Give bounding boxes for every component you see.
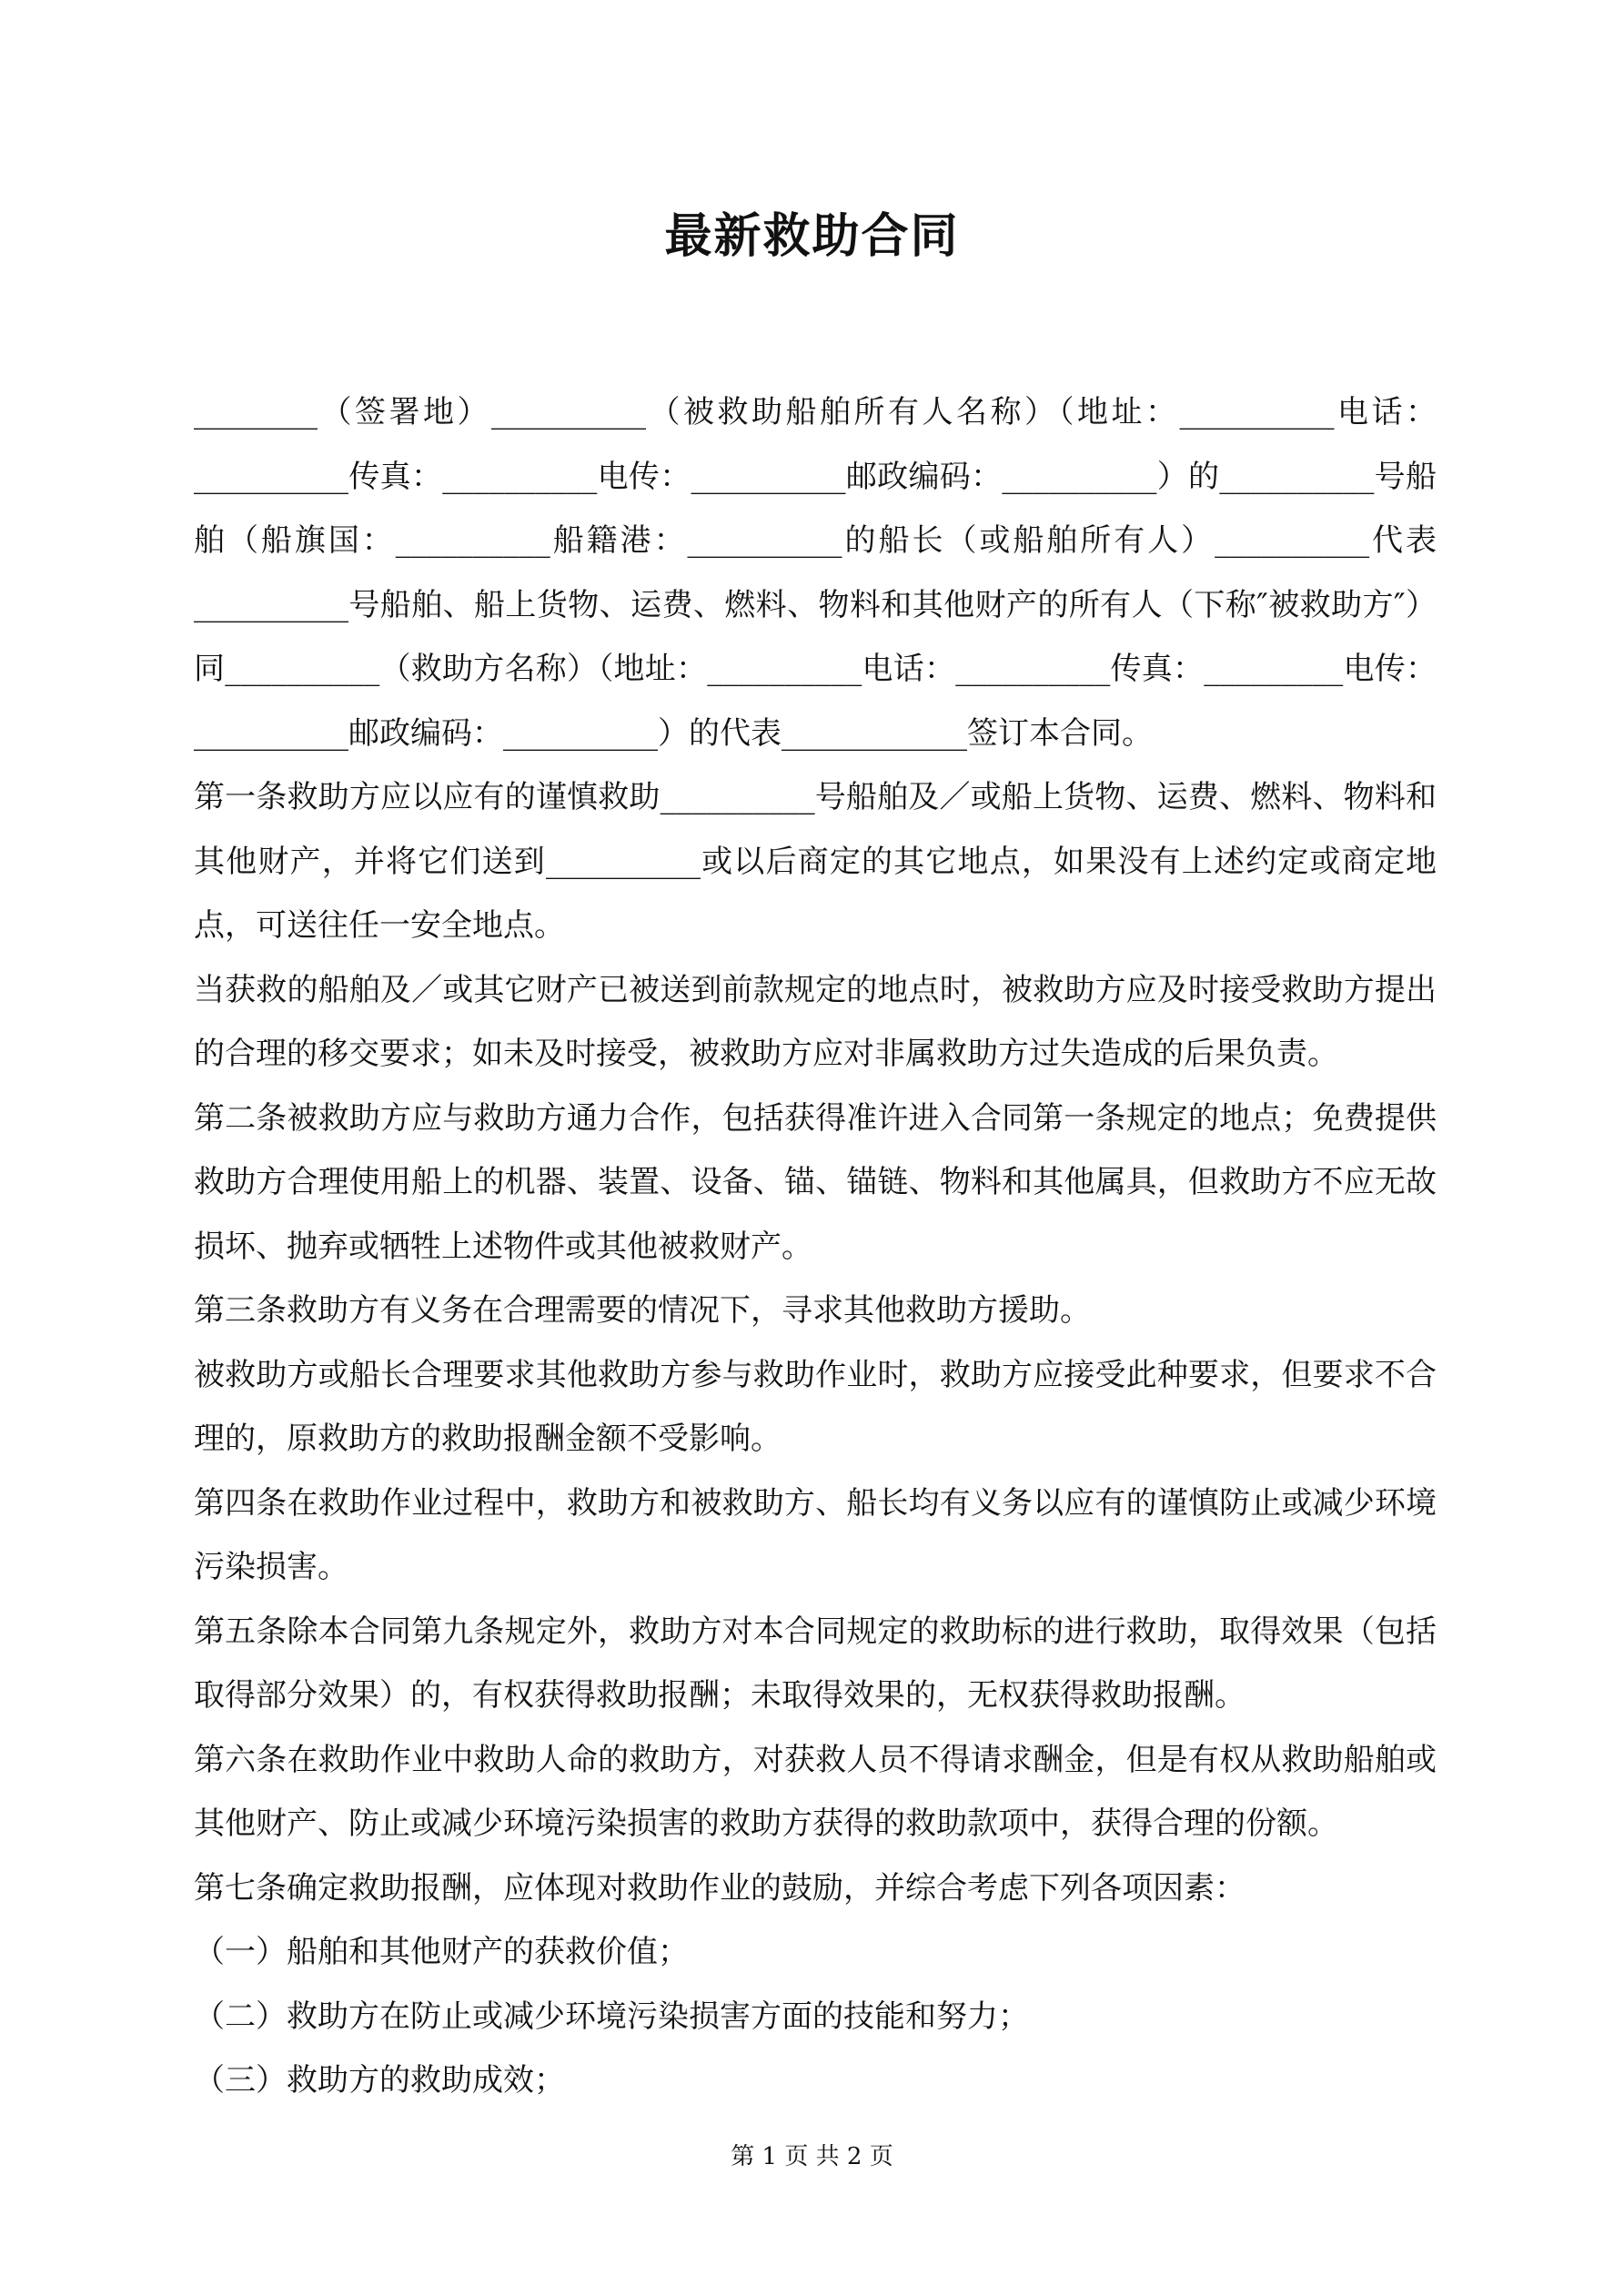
paragraph-article-2: 第二条被救助方应与救助方通力合作，包括获得准许进入合同第一条规定的地点；免费提供救助方合理使用船上的机器、装置、设备、锚、锚链、物料和其他属具，但救助方不应无故损坏、抛弃或牺牲上述物件或其他被救财产。 [194,1099,1437,1265]
paragraph-article-3: 第三条救助方有义务在合理需要的情况下，寻求其他救助方援助。 [194,1292,1091,1329]
page-number: 第 1 页 共 2 页 [731,2143,893,2170]
paragraph-article-1-clause-2: 当获救的船舶及／或其它财产已被送到前款规定的地点时，被救助方应及时接受救助方提出的合理的移交要求；如未及时接受，被救助方应对非属救助方过失造成的后果负责。 [194,971,1437,1072]
list-item-factor-1: （一）船舶和其他财产的获救价值； [194,1934,689,1970]
list-item-factor-2: （二）救助方在防止或减少环境污染损害方面的技能和努力； [194,1998,1029,2035]
paragraph-article-5: 第五条除本合同第九条规定外，救助方对本合同规定的救助标的进行救助，取得效果（包括取得部分效果）的，有权获得救助报酬；未取得效果的，无权获得救助报酬。 [194,1613,1437,1714]
paragraph-preamble: ________（签署地）__________（被救助船舶所有人名称）（地址：__________电话：__________传真：__________电传：__________邮政编码：__________）的__________号船舶（船旗国：__________船籍港：__________的船长（或船舶所有人）__________代表__________号船舶、船上货物、运费、燃料、物料和其他财产的所有人（下称″被救助方″）同__________（救助方名称）（地址：__________电话：__________传真：_________电传：__________邮政编码：__________）的代表____________签订本合同。 [194,394,1437,752]
paragraph-article-4: 第四条在救助作业过程中，救助方和被救助方、船长均有义务以应有的谨慎防止或减少环境污染损害。 [194,1484,1437,1585]
paragraph-article-1: 第一条救助方应以应有的谨慎救助__________号船舶及／或船上货物、运费、燃料、物料和其他财产，并将它们送到__________或以后商定的其它地点，如果没有上述约定或商定地点，可送往任一安全地点。 [194,779,1437,944]
list-item-factor-3: （三）救助方的救助成效； [194,2062,565,2099]
paragraph-article-3-clause-2: 被救助方或船长合理要求其他救助方参与救助作业时，救助方应接受此种要求，但要求不合理的，原救助方的救助报酬金额不受影响。 [194,1356,1437,1457]
document-body [194,380,1437,2113]
paragraph-article-7: 第七条确定救助报酬，应体现对救助作业的鼓励，并综合考虑下列各项因素： [194,1869,1246,1907]
paragraph-article-6: 第六条在救助作业中救助人命的救助方，对获救人员不得请求酬金，但是有权从救助船舶或其他财产、防止或减少环境污染损害的救助方获得的救助款项中，获得合理的份额。 [194,1741,1437,1842]
page-title: 最新救助合同 [664,208,960,264]
